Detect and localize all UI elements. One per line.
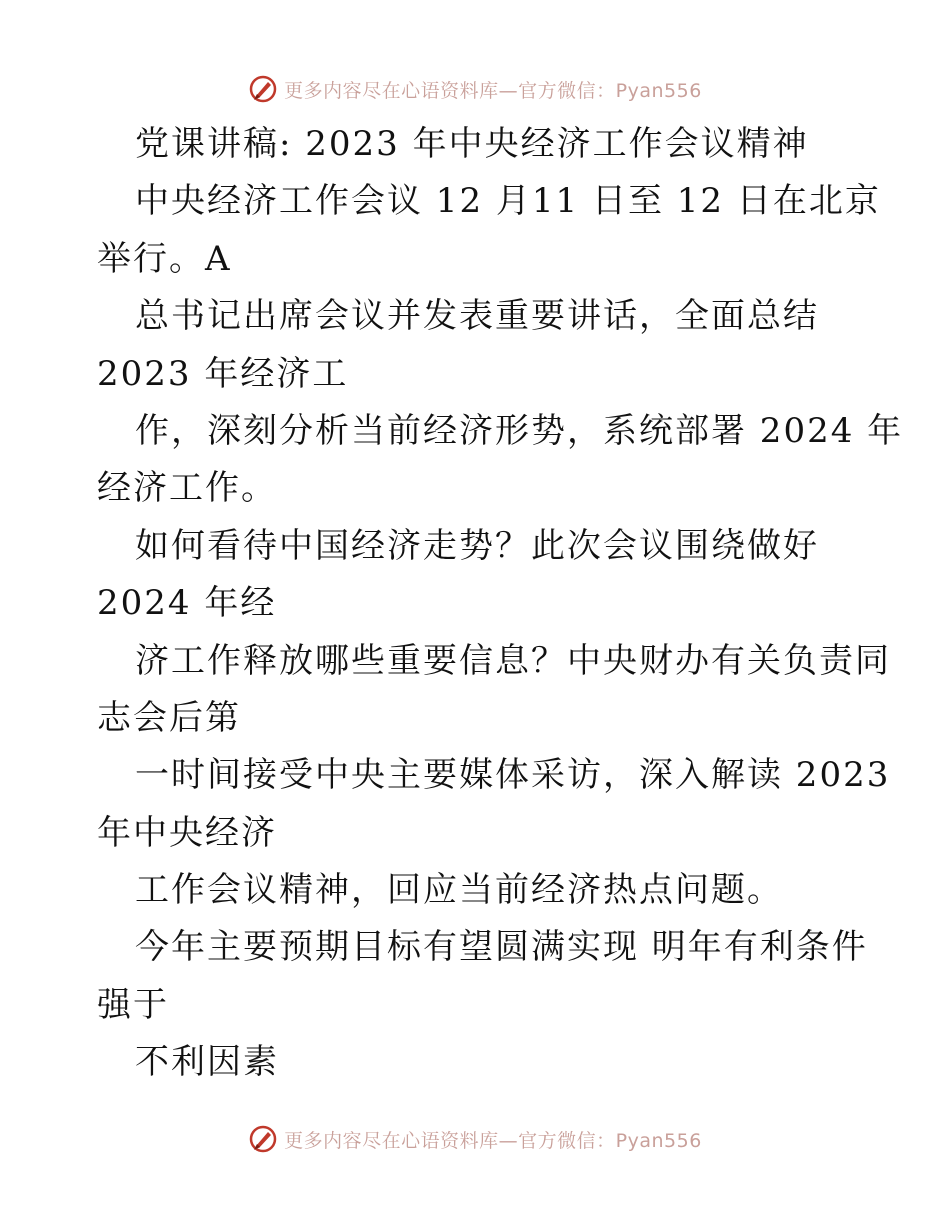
text-line: 2024 年经 [97,583,277,624]
watermark-text: 更多内容尽在心语资料库—官方微信：Pyan556 [284,1129,702,1152]
watermark-text: 更多内容尽在心语资料库—官方微信：Pyan556 [284,79,702,102]
brush-seal-icon [248,74,278,104]
document-title: 党课讲稿: 2023 年中央经济工作会议精神 [135,124,809,164]
text-line: 如何看待中国经济走势？此次会议围绕做好 [135,525,819,566]
text-line: 举行。A [97,238,232,279]
header-watermark [0,74,950,104]
text-line: 今年主要预期目标有望圆满实现 明年有利条件 [135,927,868,968]
text-line: 作，深刻分析当前经济形势，系统部署 2024 年 [135,410,904,451]
brush-seal-icon [248,1124,278,1154]
text-line: 一时间接受中央主要媒体采访，深入解读 2023 [135,755,891,796]
text-line: 济工作释放哪些重要信息？中央财办有关负责同 [135,640,891,681]
text-line: 年中央经济 [97,812,277,853]
text-line: 强于 [97,984,169,1025]
document-body [97,116,904,1092]
text-line: 中央经济工作会议 12 月11 日至 12 日在北京 [135,181,881,222]
text-line: 工作会议精神，回应当前经济热点问题。 [135,870,783,911]
text-line: 志会后第 [97,697,241,738]
footer-watermark [0,1124,950,1154]
text-line: 不利因素 [135,1042,279,1083]
text-line: 经济工作。 [97,468,277,509]
text-line: 2023 年经济工 [97,353,349,394]
text-line: 总书记出席会议并发表重要讲话，全面总结 [135,296,819,337]
